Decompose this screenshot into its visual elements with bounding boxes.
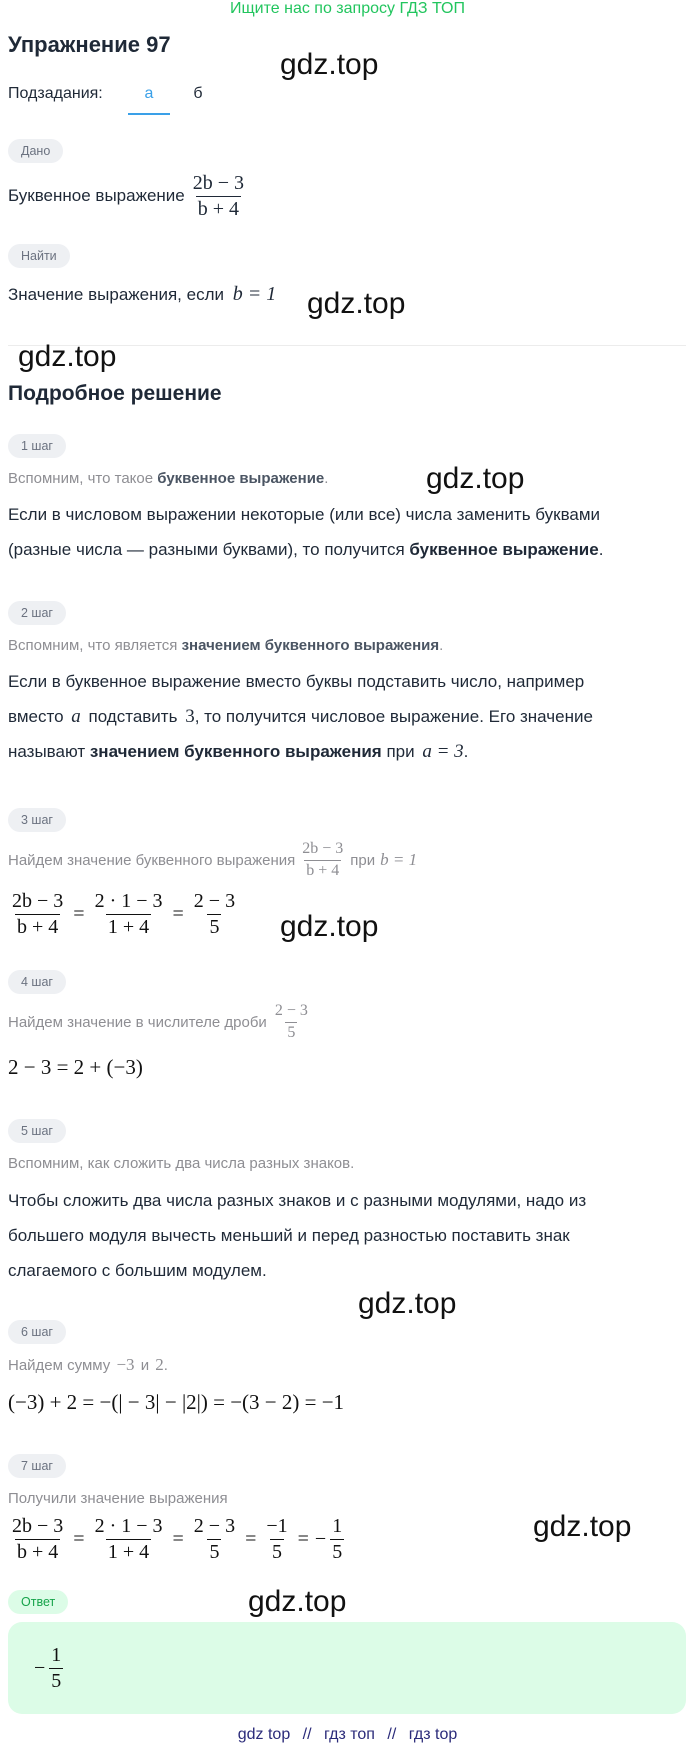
step-7-eq-frac-4-den: 5 [272, 1540, 282, 1563]
step-4-chip: 4 шаг [8, 970, 66, 994]
step-6-chip: 6 шаг [8, 1320, 66, 1344]
given-fraction-num: 2b − 3 [192, 171, 245, 194]
step-7-eq-frac-2 [93, 1516, 165, 1563]
equals-sign: = [297, 1527, 309, 1550]
step-2-hint-end: . [439, 637, 444, 654]
step-2-line-2-text-b: подставить [88, 707, 178, 726]
step-4-hint-fraction-den: 5 [287, 1023, 296, 1041]
step-3-eq-frac-1-num: 2b − 3 [12, 889, 64, 912]
step-3-chip: 3 шаг [8, 808, 66, 832]
step-3-eq-frac-2 [93, 891, 165, 938]
step-2-line-2-num: 3 [185, 706, 195, 727]
step-7-eq-frac-2-den: 1 + 4 [107, 1540, 150, 1563]
given-text: Буквенное выражение [8, 186, 185, 205]
step-1-hint-text: Вспомним, что такое [8, 470, 158, 487]
step-7-eq-frac-5-num: 1 [332, 1514, 343, 1537]
subtasks-label: Подзадания: [8, 85, 103, 102]
step-1-line-1: Если в числовом выражении некоторые (или все) числа заменить буквами [8, 505, 601, 524]
solution-title: Подробное решение [8, 382, 222, 405]
step-3-equation [8, 886, 239, 942]
step-3-hint-text: Найдем значение буквенного выражения [8, 851, 296, 869]
footer-link-2[interactable]: гдз топ [324, 1726, 375, 1743]
step-6-hint-mid: и [140, 1357, 150, 1374]
step-7-eq-frac-5-den: 5 [332, 1540, 343, 1563]
given-fraction [191, 173, 246, 220]
step-2-line-1: Если в буквенное выражение вместо буквы подставить число, например [8, 672, 585, 691]
footer-link-1[interactable]: gdz top [237, 1726, 291, 1743]
step-1-hint-bold: буквенное выражение [157, 470, 325, 487]
step-3-hint-fraction [300, 841, 345, 880]
step-7-eq-frac-5 [330, 1516, 344, 1563]
step-2-hint-bold: значением буквенного выражения [181, 637, 440, 654]
given-line [8, 168, 248, 224]
step-7-eq-frac-1 [10, 1516, 65, 1563]
step-7-eq-frac-3 [192, 1516, 237, 1563]
watermark: gdz.top [248, 1585, 347, 1618]
find-chip: Найти [8, 244, 70, 268]
given-fraction-den: b + 4 [197, 197, 240, 220]
step-1-line-2-end: . [598, 540, 604, 559]
step-1-chip: 1 шаг [8, 434, 66, 458]
step-3-hint-math: b = 1 [380, 850, 418, 869]
step-4-hint-text: Найдем значение в числителе дроби [8, 1013, 267, 1031]
step-5-line-2: большего модуля вычесть меньший и перед разностью поставить знак [8, 1226, 570, 1245]
step-5-chip: 5 шаг [8, 1119, 66, 1143]
step-7-equation [8, 1510, 346, 1568]
step-2-hint-text: Вспомним, что является [8, 637, 182, 654]
subtask-tab-a[interactable] [128, 78, 170, 115]
answer-chip: Ответ [8, 1590, 68, 1614]
step-7-eq-frac-4-num: −1 [266, 1514, 288, 1537]
step-3-hint-fraction-num: 2b − 3 [302, 839, 344, 857]
step-2-line-3-math: a = 3 [422, 741, 464, 762]
step-6-hint-text: Найдем сумму [8, 1357, 111, 1374]
step-2-line-3-end: . [463, 742, 469, 761]
step-2-line-2 [8, 706, 593, 728]
step-2-chip: 2 шаг [8, 601, 66, 625]
footer-links [0, 1726, 695, 1744]
step-4-equation: 2 − 3 = 2 + (−3) [8, 1055, 143, 1079]
step-7-eq-frac-1-num: 2b − 3 [12, 1514, 64, 1537]
top-banner[interactable]: Ищите нас по запросу ГДЗ ТОП [230, 0, 465, 17]
step-2-line-3-text-b: при [381, 742, 415, 761]
find-line [8, 283, 276, 306]
step-2-line-2-text-c: , то получится числовое выражение. Его значение [194, 707, 593, 726]
find-text: Значение выражения, если [8, 285, 225, 304]
step-3-eq-frac-1 [10, 891, 65, 938]
step-2-line-3-text: называют [8, 742, 90, 761]
step-3-eq-frac-2-den: 1 + 4 [107, 915, 150, 938]
exercise-title: Упражнение 97 [8, 32, 171, 57]
watermark: gdz.top [18, 340, 117, 373]
step-1-line-2-bold: буквенное выражение [409, 540, 599, 559]
step-2-line-2-var: a [71, 706, 81, 727]
footer-separator: // [387, 1726, 397, 1743]
step-4-hint [8, 997, 312, 1047]
equals-sign: = [73, 1527, 85, 1550]
step-3-hint-post: при [350, 851, 376, 869]
step-1-line-2 [8, 540, 603, 560]
answer-fraction [49, 1645, 63, 1692]
step-6-hint-end: . [163, 1357, 168, 1374]
step-3-eq-frac-3 [192, 891, 237, 938]
footer-link-3[interactable]: гдз top [408, 1726, 458, 1743]
watermark: gdz.top [307, 287, 406, 320]
step-3-eq-frac-2-num: 2 · 1 − 3 [94, 889, 163, 912]
equals-sign: = [172, 902, 184, 925]
step-1-hint-end: . [324, 470, 329, 487]
step-5-hint: Вспомним, как сложить два числа разных знаков. [8, 1155, 355, 1172]
answer-fraction-num: 1 [51, 1643, 62, 1666]
step-6-hint-m2: 2 [155, 1355, 164, 1374]
answer-box [8, 1622, 686, 1714]
watermark: gdz.top [358, 1287, 457, 1320]
answer-value [34, 1642, 65, 1694]
step-6-hint [8, 1355, 168, 1375]
step-1-hint [8, 470, 328, 487]
equals-sign: = [172, 1527, 184, 1550]
watermark: gdz.top [280, 48, 379, 81]
equals-sign: = [73, 902, 85, 925]
watermark: gdz.top [533, 1510, 632, 1543]
step-4-hint-fraction-num: 2 − 3 [274, 1001, 308, 1019]
step-3-eq-frac-3-den: 5 [209, 915, 220, 938]
step-2-line-2-text-a: вместо [8, 707, 64, 726]
step-7-eq-frac-4 [264, 1516, 289, 1563]
step-7-chip: 7 шаг [8, 1454, 66, 1478]
step-3-hint [8, 835, 417, 885]
subtask-tab-b-label: б [193, 85, 203, 102]
step-7-eq-frac-1-den: b + 4 [17, 1540, 59, 1563]
step-1-line-2-text: (разные числа — разными буквами), то получится [8, 540, 410, 559]
find-math: b = 1 [232, 283, 277, 305]
step-7-eq-frac-2-num: 2 · 1 − 3 [94, 1514, 163, 1537]
step-7-eq-frac-3-den: 5 [209, 1540, 220, 1563]
step-2-hint [8, 637, 443, 654]
footer-separator: // [302, 1726, 312, 1743]
step-2-line-3 [8, 741, 468, 763]
step-6-hint-m1: −3 [116, 1355, 135, 1374]
step-3-hint-fraction-den: b + 4 [306, 861, 340, 879]
subtask-tab-a-label: а [144, 85, 154, 102]
step-7-eq-frac-3-num: 2 − 3 [193, 1514, 236, 1537]
step-4-hint-fraction [273, 1003, 310, 1042]
step-3-eq-frac-1-den: b + 4 [17, 915, 59, 938]
answer-fraction-den: 5 [51, 1669, 62, 1692]
given-chip: Дано [8, 139, 63, 163]
watermark: gdz.top [280, 910, 379, 943]
step-7-eq-minus: − [314, 1527, 327, 1550]
step-2-line-3-bold: значением буквенного выражения [89, 742, 382, 761]
answer-minus: − [34, 1656, 46, 1679]
watermark: gdz.top [426, 462, 525, 495]
step-5-line-1: Чтобы сложить два числа разных знаков и с разными модулями, надо из [8, 1191, 587, 1210]
subtask-tab-b[interactable] [180, 78, 216, 115]
step-3-eq-frac-3-num: 2 − 3 [193, 889, 236, 912]
step-5-line-3: слагаемого с большим модулем. [8, 1261, 267, 1280]
step-6-equation: (−3) + 2 = −(| − 3| − |2|) = −(3 − 2) = −1 [8, 1390, 345, 1414]
step-7-hint: Получили значение выражения [8, 1490, 228, 1507]
equals-sign: = [245, 1527, 257, 1550]
